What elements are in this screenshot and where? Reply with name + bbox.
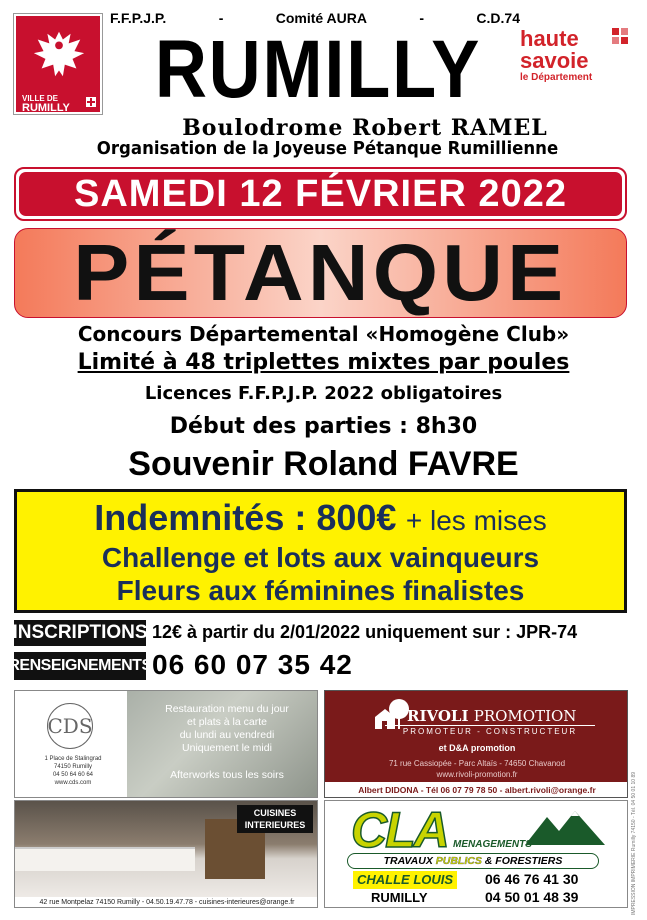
- rivoli-name: [407, 707, 576, 725]
- ville-label: VILLE DE: [22, 94, 59, 103]
- date-text: SAMEDI 12 FÉVRIER 2022: [19, 172, 622, 216]
- cla-menagements: MENAGEMENTS: [453, 839, 532, 850]
- rivoli-address: 71 rue Cassiopée - Parc Altaïs - 74650 Chavanod: [388, 759, 566, 768]
- cds-logo-text: CDS: [47, 703, 93, 749]
- cla-phone2: 04 50 01 48 39: [485, 889, 579, 905]
- cla-tp4: FORESTIERS: [495, 855, 563, 867]
- fleurs-line: Fleurs aux féminines finalistes: [116, 575, 525, 606]
- ville-name: RUMILLY: [22, 102, 70, 114]
- cds-phone: 04 50 64 60 64: [52, 772, 94, 778]
- eagle-icon: [30, 26, 88, 84]
- cuisines-label2: INTERIEURES: [244, 820, 306, 830]
- ville-de-rumilly-logo: [14, 14, 102, 114]
- cds-menu: [145, 703, 309, 755]
- cla-rumilly: RUMILLY: [371, 890, 428, 905]
- plus-mises-text: + les mises: [405, 505, 547, 536]
- hs-line2: savoie: [520, 48, 589, 73]
- cla-challe: CHALLE LOUIS: [353, 871, 457, 889]
- cuisines-footer: 42 rue Montpelaz 74150 Rumilly - 04.50.19.47.78 - cuisines-interieures@orange.fr: [15, 897, 318, 908]
- renseignements-phone: 06 60 07 35 42: [152, 649, 353, 680]
- rivoli-sub: PROMOTEUR - CONSTRUCTEUR: [385, 725, 595, 736]
- challenge-line: Challenge et lots aux vainqueurs: [101, 542, 540, 573]
- ad-cuisines: [14, 800, 318, 908]
- separator: -: [218, 10, 224, 26]
- printer-credit: IMPRESSION IMPRIMERIE Rumilly 74150 - Tél. 04 50 01 10 89: [631, 771, 637, 915]
- limite-line: Limité à 48 triplettes mixtes par poules: [77, 350, 570, 375]
- cds-addr1: 1 Place de Stalingrad: [44, 756, 102, 762]
- cla-tp1: TRAVAUX: [383, 855, 433, 867]
- cds-menu1: Restauration menu du jour: [165, 703, 289, 715]
- cuisines-label1: CUISINES: [253, 808, 297, 818]
- cuisines-label: [237, 805, 313, 833]
- page-title: RUMILLY: [154, 24, 482, 115]
- rivoli-web: www.rivoli-promotion.fr: [436, 770, 518, 779]
- cds-menu4: Uniquement le midi: [182, 742, 272, 754]
- separator: -: [419, 10, 425, 26]
- event-banner: [14, 228, 627, 318]
- indemnites-text: Indemnités : 800€: [94, 497, 397, 538]
- cla-travaux: [347, 853, 599, 869]
- mountain-icon: [525, 807, 605, 847]
- cds-menu3: du lundi au vendredi: [179, 729, 275, 741]
- cds-web: www.cds.com: [54, 780, 92, 786]
- comite-label: Comité AURA: [275, 10, 367, 26]
- rivoli-da: et D&A promotion: [438, 743, 516, 753]
- ad-rivoli: [324, 690, 628, 798]
- rivoli-contact: Albert DIDONA - Tél 06 07 79 78 50 - albert.rivoli@orange.fr: [325, 782, 628, 798]
- venue: Boulodrome Robert RAMEL: [182, 115, 548, 141]
- inscriptions-text: 12€ à partir du 2/01/2022 uniquement sur : JPR-74: [152, 622, 578, 642]
- renseignements-label: RENSEIGNEMENTS: [14, 652, 146, 680]
- cla-logo: CLA: [351, 802, 448, 858]
- concours-line: Concours Départemental «Homogène Club»: [77, 322, 570, 346]
- organisation: Organisation de la Joyeuse Pétanque Rumillienne: [96, 138, 559, 159]
- ad-cla: [324, 800, 628, 908]
- ad-cds: [14, 690, 318, 798]
- event-title: PÉTANQUE: [73, 228, 568, 317]
- cla-tp2: PUBLICS: [435, 855, 482, 867]
- licences-line: Licences F.F.P.J.P. 2022 obligatoires: [144, 383, 503, 404]
- date-banner: [14, 167, 627, 221]
- cd-label: C.D.74: [476, 10, 520, 26]
- cds-addr2: 74150 Rumilly: [53, 764, 93, 770]
- inscriptions-label: INSCRIPTIONS: [14, 620, 146, 646]
- kitchen-counter: [15, 847, 195, 871]
- hs-squares-icon: [612, 28, 628, 44]
- prize-box: [14, 489, 627, 613]
- rivoli-brand: RIVOLI: [407, 707, 469, 725]
- savoie-cross-icon: [86, 97, 96, 107]
- cds-logo: [37, 699, 103, 747]
- cla-phone1: 06 46 76 41 30: [485, 871, 579, 887]
- cds-address: [23, 755, 123, 787]
- hs-line1: haute: [520, 26, 579, 51]
- cds-afterworks: Afterworks tous les soirs: [170, 769, 284, 781]
- fed-label: F.F.P.J.P.: [110, 10, 167, 26]
- debut-line: Début des parties : 8h30: [169, 414, 478, 439]
- cla-tp3: &: [484, 855, 493, 867]
- cds-menu2: et plats à la carte: [187, 716, 267, 728]
- rivoli-promo: PROMOTION: [473, 707, 577, 725]
- souvenir-line: Souvenir Roland FAVRE: [128, 445, 519, 483]
- haute-savoie-logo: [520, 28, 638, 83]
- hs-line3: le Département: [520, 72, 593, 83]
- indemnites-line: [17, 498, 624, 541]
